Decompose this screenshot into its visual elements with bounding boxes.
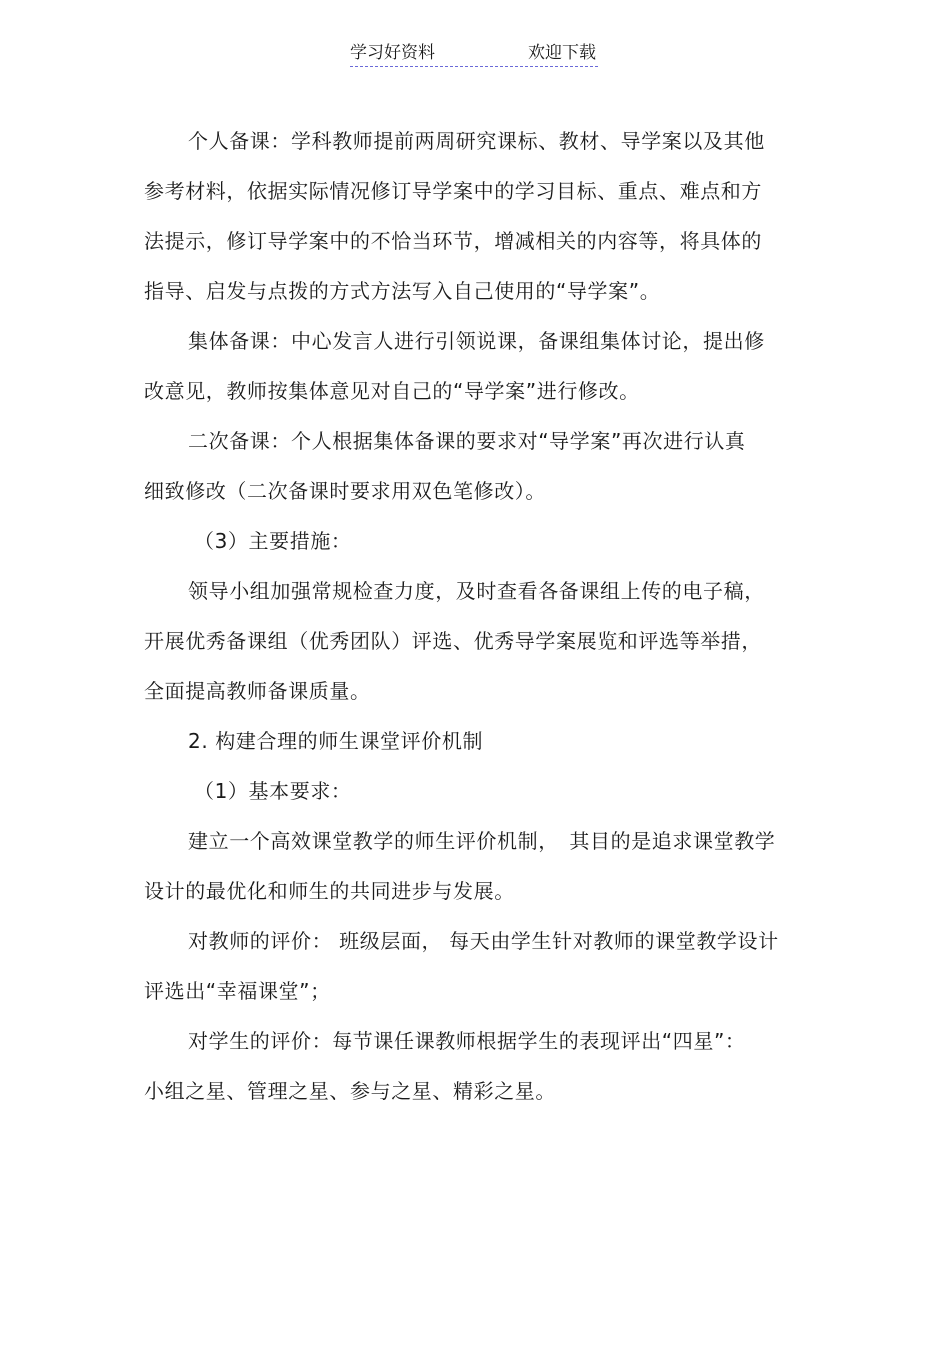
page-header bbox=[350, 40, 598, 67]
header-right-text: 欢迎下载 bbox=[528, 43, 596, 63]
paragraph-line: 小组之星、管理之星、参与之星、精彩之星。 bbox=[144, 1079, 556, 1103]
header-left-text: 学习好资料 bbox=[350, 43, 435, 63]
paragraph-line: 建立一个高效课堂教学的师生评价机制， 其目的是追求课堂教学 bbox=[188, 829, 776, 853]
paragraph-line: 二次备课：个人根据集体备课的要求对“导学案”再次进行认真 bbox=[188, 429, 746, 453]
paragraph-line: 参考材料，依据实际情况修订导学案中的学习目标、重点、难点和方 bbox=[144, 179, 762, 203]
paragraph-line: 细致修改（二次备课时要求用双色笔修改）。 bbox=[144, 479, 546, 503]
paragraph-line: 评选出“幸福课堂”； bbox=[144, 979, 331, 1003]
section-heading: 2. 构建合理的师生课堂评价机制 bbox=[188, 729, 484, 753]
section-heading: （1）基本要求： bbox=[194, 779, 352, 803]
paragraph-line: 对学生的评价：每节课任课教师根据学生的表现评出“四星”： bbox=[188, 1029, 746, 1053]
paragraph-line: 改意见，教师按集体意见对自己的“导学案”进行修改。 bbox=[144, 379, 640, 403]
paragraph-line: 全面提高教师备课质量。 bbox=[144, 679, 371, 703]
paragraph-line: 个人备课：学科教师提前两周研究课标、教材、导学案以及其他 bbox=[188, 129, 765, 153]
paragraph-line: 对教师的评价： 班级层面， 每天由学生针对教师的课堂教学设计 bbox=[188, 929, 779, 953]
section-heading: （3）主要措施： bbox=[194, 529, 352, 553]
paragraph-line: 法提示，修订导学案中的不恰当环节，增减相关的内容等，将具体的 bbox=[144, 229, 762, 253]
paragraph-line: 指导、启发与点拨的方式方法写入自己使用的“导学案”。 bbox=[144, 279, 661, 303]
paragraph-line: 集体备课：中心发言人进行引领说课，备课组集体讨论，提出修 bbox=[188, 329, 765, 353]
paragraph-line: 开展优秀备课组（优秀团队）评选、优秀导学案展览和评选等举措， bbox=[144, 629, 762, 653]
paragraph-line: 设计的最优化和师生的共同进步与发展。 bbox=[144, 879, 515, 903]
paragraph-line: 领导小组加强常规检查力度，及时查看各备课组上传的电子稿， bbox=[188, 579, 765, 603]
